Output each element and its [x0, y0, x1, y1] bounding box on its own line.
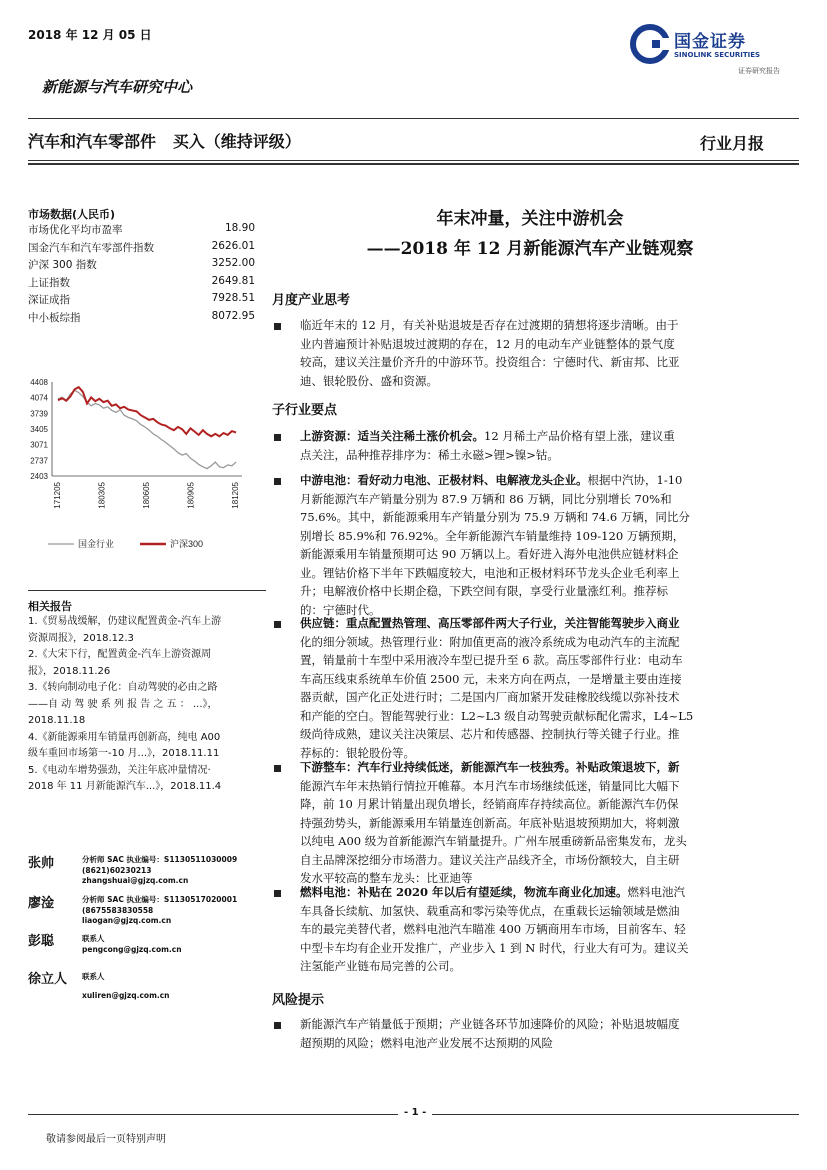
monthly-paragraph: 临近年末的 12 月，有关补贴退坡是否存在过渡期的猜想将逐步清晰。由于 业内普遍预计补贴退坡过渡期的存在，12 月的电动车产业链整体的景气度 较高，建议关注量价齐升的中游环节。投资组合：宁德时代、新宙邦、比亚 迪、银轮股份、盛和资源。 [300, 318, 680, 388]
related-report-line[interactable]: 1.《贸易战缓解，仍建议配置黄金-汽车上游 [28, 616, 222, 627]
market-data-table [28, 222, 255, 327]
bullet-icon [274, 323, 281, 330]
x-tick-label: 180905 [186, 482, 196, 509]
y-tick-label: 3071 [30, 440, 48, 450]
analyst-email[interactable]: pengcong@gjzq.com.cn [82, 944, 182, 954]
risk-heading: 风险提示 [272, 993, 325, 1008]
index-line-chart [20, 372, 260, 557]
header-rule-thin [28, 160, 799, 161]
bullet-icon [274, 478, 281, 485]
market-row: 国金汽车和汽车零部件指数 2626.01 [28, 239, 255, 254]
risk-paragraph: 新能源汽车产销量低于预期；产业链各环节加速降价的风险；补贴退坡幅度 超预期的风险；燃料电池产业发展不达预期的风险 [300, 1017, 680, 1050]
company-name-en: SINOLINK SECURITIES [674, 51, 761, 59]
report-title: 年末冲量，关注中游机会 [436, 209, 624, 229]
left-divider [28, 590, 266, 591]
point-fuel-cell: 燃料电池：补贴在 2020 年以后有望延续，物流车商业化加速。燃料电池汽 车具备长续航、加氢快、载重高和零污染等优点，在重载长运输领域是燃油 车的最完美替代者，燃料电池汽车瞄准 400 万辆商用车市场，目前客车、轻 中型卡车均有企业开发推广，产业步入 1 到 N 时代，行业大有可为。建议关 注氢能产业链布局完善的公司。 [300, 885, 689, 973]
bullet-icon [274, 890, 281, 897]
point-midstream: 中游电池：看好动力电池、正极材料、电解液龙头企业。根据中汽协，1-10 月新能源汽车产销量分别为 87.9 万辆和 86 万辆，同比分别增长 70%和 75.6%。其中，新能源乘用车产销量分别为 75.9 万辆和 74.6 万辆，同比分 别增长 85.9%和 76.92%。全年新能源汽车销量维持 109-120 万辆预期， 新能源乘用车销量预期可达 90 万辆以上。看好进入海外电池供应链材料企 业。锂钴价格下半年下跌幅度较大，电池和正极材料环节龙头企业毛利率上 升；电解液价格中长期企稳，下跌空间有限，享受行业量涨红利。推荐标 的：宁德时代。 [300, 473, 690, 617]
analyst-name: 张帅 [28, 856, 55, 871]
market-row: 中小板综指 8072.95 [28, 309, 255, 324]
research-center: 新能源与汽车研究中心 [42, 78, 193, 96]
company-name: 国金证券 [674, 32, 746, 52]
market-row: 沪深 300 指数 3252.00 [28, 257, 255, 271]
x-tick-label: 171205 [53, 482, 63, 509]
point-downstream: 下游整车：汽车行业持续低迷，新能源汽车一枝独秀。补贴政策退坡下，新 能源汽车年末热销行情拉开帷幕。本月汽车市场继续低迷，销量同比大幅下 降，前 10 月累计销量出现负增长，经销商库存持续高位。新能源汽车仍保 持强劲势头，新能源乘用车销量连创新高。年底补贴退坡预期加大，将刺激 以纯电 A00 级为首新能源汽车销量提升。广州车展重磅新品密集发布，龙头 自主品牌深挖细分市场潜力。建议关注产品线齐全，市场份额较大，自主研 发水平较高的整车龙头：比亚迪等 [300, 760, 687, 885]
related-reports-list [28, 614, 268, 796]
market-data-heading: 市场数据(人民币) [28, 208, 116, 221]
y-tick-label: 3739 [30, 409, 48, 419]
analyst-email[interactable]: xuliren@gjzq.com.cn [82, 990, 170, 1000]
x-tick-label: 181205 [231, 482, 241, 509]
related-report-line[interactable]: 报》，2018.11.26 [28, 665, 111, 677]
bullet-icon [274, 1022, 281, 1029]
bullet-icon [274, 765, 281, 772]
related-reports-heading: 相关报告 [28, 600, 72, 613]
related-report-line[interactable]: ——自 动 驾 驶 系 列 报 告 之 五 ： ...》， [28, 698, 218, 710]
footer-disclaimer: 敬请参阅最后一页特别声明 [46, 1134, 166, 1145]
company-logo-icon [630, 24, 670, 64]
y-tick-label: 4074 [30, 393, 48, 403]
analyst-name: 彭聪 [28, 934, 55, 949]
analyst-email[interactable]: zhangshuai@gjzq.com.cn [82, 876, 189, 885]
report-type: 行业月报 [700, 134, 765, 153]
analyst-email[interactable]: liaogan@gjzq.com.cn [82, 916, 172, 925]
related-report-line[interactable]: 2018.11.18 [28, 715, 86, 726]
related-report-line[interactable]: 2018 年 11 月新能源汽车...》，2018.11.4 [28, 781, 222, 792]
related-report-line[interactable]: 2.《大宋下行，配置黄金-汽车上游资源周 [28, 649, 212, 660]
related-report-line[interactable]: 3.《转向制动电子化：自动驾驶的必由之路 [28, 682, 218, 693]
analyst-name: 徐立人 [28, 972, 68, 987]
analyst-name: 廖淦 [28, 896, 55, 911]
analyst-info: 分析师 SAC 执业编号：S1130517020001 (8675583830558 liaogan@gjzq.com.cn [82, 895, 238, 925]
legend-label: 国金行业 [78, 539, 115, 549]
related-report-line[interactable]: 5.《电动车增势强劲，关注年底冲量情况· [28, 764, 211, 776]
market-row: 深证成指 7928.51 [28, 292, 255, 306]
header-rule-thick [28, 163, 799, 165]
analyst-info: 联系人 pengcong@gjzq.com.cn [82, 934, 182, 954]
point-upstream: 上游资源：适当关注稀土涨价机会。12 月稀土产品价格有望上涨，建议重 点关注，品种推荐排序为：稀土永磁>锂>镍>钴。 [300, 429, 675, 462]
series-line-0 [58, 390, 236, 468]
y-tick-label: 2403 [30, 472, 48, 481]
monthly-heading: 月度产业思考 [272, 293, 351, 308]
x-tick-label: 180305 [97, 482, 107, 509]
page-number: - 1 - [398, 1107, 432, 1118]
related-report-line[interactable]: 资源周报》，2018.12.3 [28, 632, 134, 644]
company-subtitle: 证券研究报告 [738, 67, 780, 75]
bullet-icon [274, 621, 281, 628]
analyst-info: 联系人 xuliren@gjzq.com.cn [82, 972, 170, 1000]
market-row: 上证指数 2649.81 [28, 274, 255, 289]
sector-rating: 汽车和汽车零部件 买入（维持评级） [28, 132, 301, 151]
y-tick-label: 3405 [30, 425, 48, 435]
market-row: 市场优化平均市盈率 18.90 [28, 222, 255, 236]
related-report-line[interactable]: 4.《新能源乘用车销量再创新高，纯电 A00 [28, 731, 221, 743]
y-tick-label: 4408 [30, 378, 48, 387]
report-date: 2018 年 12 月 05 日 [28, 28, 152, 42]
sub-industry-heading: 子行业要点 [272, 403, 338, 418]
report-subtitle: ——2018 年 12 月新能源汽车产业链观察 [366, 239, 694, 259]
legend-label: 沪深300 [170, 539, 204, 549]
y-tick-label: 2737 [30, 456, 48, 466]
x-tick-label: 180605 [142, 482, 152, 509]
related-report-line[interactable]: 级车重回市场第一-10 月...》，2018.11.11 [28, 748, 220, 759]
header-rule [28, 118, 799, 119]
point-supply-chain: 供应链：重点配置热管理、高压零部件两大子行业，关注智能驾驶步入商业 化的细分领域。热管理行业：附加值更高的液冷系统成为电动汽车的主流配 置，销量前十车型中采用液冷车型已提升至 6 款。高压零部件行业：电动车 车高压线束系统单车价值 2500 元，未来方向在两点，一是增量主要由连接 器贡献，国产化正处进行时；二是国内厂商加紧开发硅橡胶线缆以弥补技术 和产能的空白。智能驾驶行业：L2~L3 级自动驾驶贡献标配化需求，L4~L5 级尚待成熟，建议关注决策层、芯片和传感器、控制执行等关键子行业。推 荐标的：银轮股份等。 [300, 616, 694, 760]
bullet-icon [274, 434, 281, 441]
analyst-info: 分析师 SAC 执业编号：S1130511030009 (8621)60230213 zhangshuai@gjzq.com.cn [82, 855, 238, 885]
